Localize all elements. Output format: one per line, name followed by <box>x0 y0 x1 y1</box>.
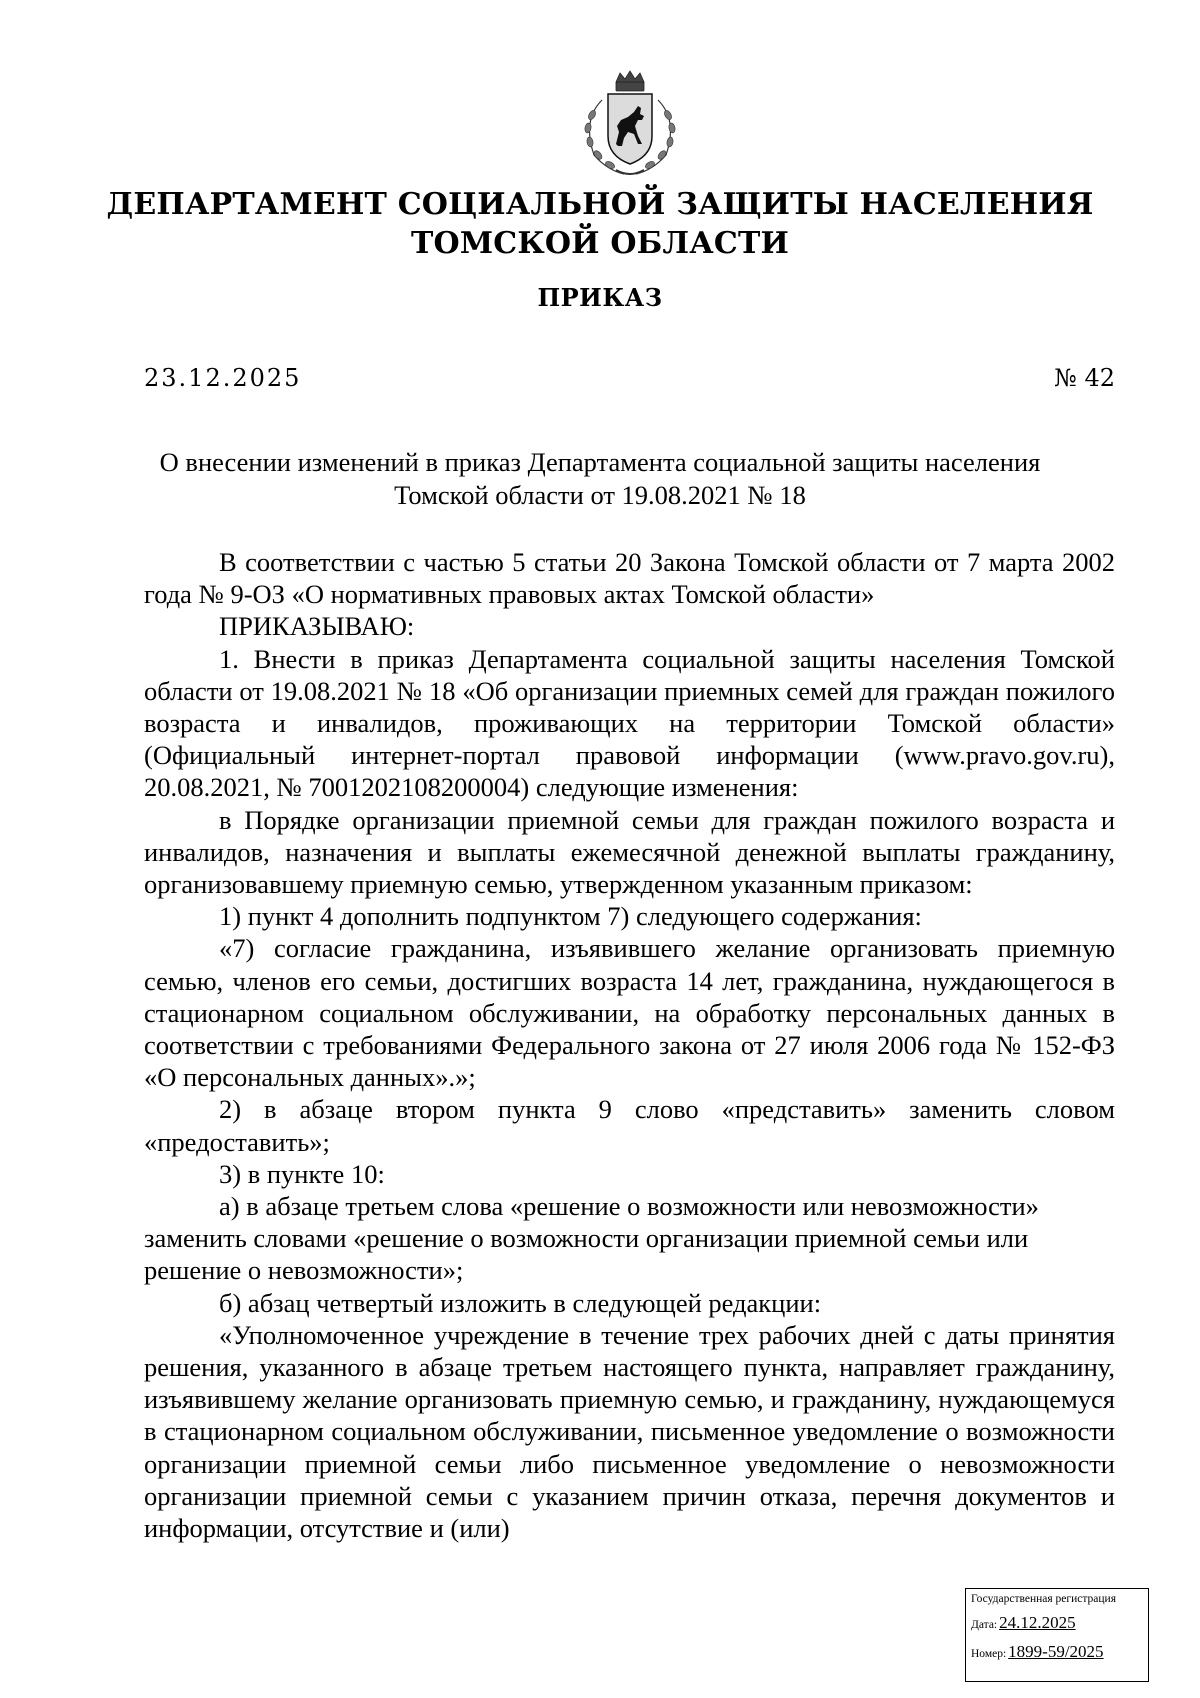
document-date: 23.12.2025 <box>144 364 302 392</box>
paragraph-preamble: В соответствии с частью 5 статьи 20 Закона Томской области от 7 марта 2002 года № 9-ОЗ «О нормативных правовых актах Томской области» <box>144 547 1115 610</box>
stamp-date-value: 24.12.2025 <box>999 1613 1076 1632</box>
paragraph-subitem-1: 1) пункт 4 дополнить подпунктом 7) следующего содержания: <box>219 901 922 932</box>
paragraph-subitem-7-text: «7) согласие гражданина, изъявившего желание организовать приемную семью, членов его семьи, достигших возраста 14 лет, гражданина, нуждающегося в стационарном социальном обслуживании, на обработку персональных данных в соответствии с требованиями Федерального закона от 27 июля 2006 года № 152-ФЗ «О персональных данных».»; <box>144 933 1115 1093</box>
document-title <box>120 446 1080 512</box>
organization-name-line1: ДЕПАРТАМЕНТ СОЦИАЛЬНОЙ ЗАЩИТЫ НАСЕЛЕНИЯ <box>106 187 1094 222</box>
paragraph-subitem-2: 2) в абзаце втором пункта 9 слово «представить» заменить словом «предоставить»; <box>144 1094 1115 1157</box>
stamp-date-label: Дата: <box>971 1619 998 1631</box>
document-type: ПРИКАЗ <box>537 283 663 312</box>
paragraph-subitem-3: 3) в пункте 10: <box>219 1158 385 1189</box>
stamp-number-row <box>971 1642 1104 1662</box>
paragraph-subitem-3a: а) в абзаце третьем слова «решение о возможности или невозможности» заменить словами «решение о возможности организации приемной семьи или решение о невозможности»; <box>144 1191 1039 1286</box>
document-number: № 42 <box>1054 364 1115 392</box>
title-line2: Томской области от 19.08.2021 № 18 <box>394 480 806 510</box>
document-body <box>144 546 1115 1544</box>
registration-stamp <box>965 1588 1149 1682</box>
paragraph-order-word: ПРИКАЗЫВАЮ: <box>219 611 415 642</box>
title-line1: О внесении изменений в приказ Департамента социальной защиты населения <box>159 447 1041 477</box>
stamp-number-label: Номер: <box>971 1648 1007 1660</box>
paragraph-procedure: в Порядке организации приемной семьи для граждан пожилого возраста и инвалидов, назначения и выплаты ежемесячной денежной выплаты гражданину, организовавшему приемную семью, утвержденном указанным приказом: <box>144 804 1115 900</box>
stamp-date-row <box>971 1613 1076 1633</box>
paragraph-new-wording: «Уполномоченное учреждение в течение трех рабочих дней с даты принятия решения, указанного в абзаце третьем настоящего пункта, направляет гражданину, изъявившему желание организовать приемную семью, и гражданину, нуждающемуся в стационарном социальном обслуживании, письменное уведомление о возможности организации приемной семьи либо письменное уведомление о невозможности организации приемной семьи с указанием причин отказа, перечня документов и информации, отсутствие и (или) <box>144 1319 1115 1544</box>
organization-name-line2: ТОМСКОЙ ОБЛАСТИ <box>410 226 790 261</box>
paragraph-item-1: 1. Внести в приказ Департамента социальной защиты населения Томской области от 19.08.2021 № 18 «Об организации приемных семей для граждан пожилого возраста и инвалидов, проживающих на территории Томской области» (Официальный интернет-портал правовой информации (www.pravo.gov.ru), 20.08.2021, № 7001202108200004) следующие изменения: <box>144 643 1115 803</box>
paragraph-subitem-3b: б) абзац четвертый изложить в следующей редакции: <box>219 1287 822 1318</box>
coat-of-arms-emblem <box>572 70 688 178</box>
stamp-title: Государственная регистрация <box>971 1593 1116 1605</box>
stamp-number-value: 1899-59/2025 <box>1008 1642 1104 1661</box>
